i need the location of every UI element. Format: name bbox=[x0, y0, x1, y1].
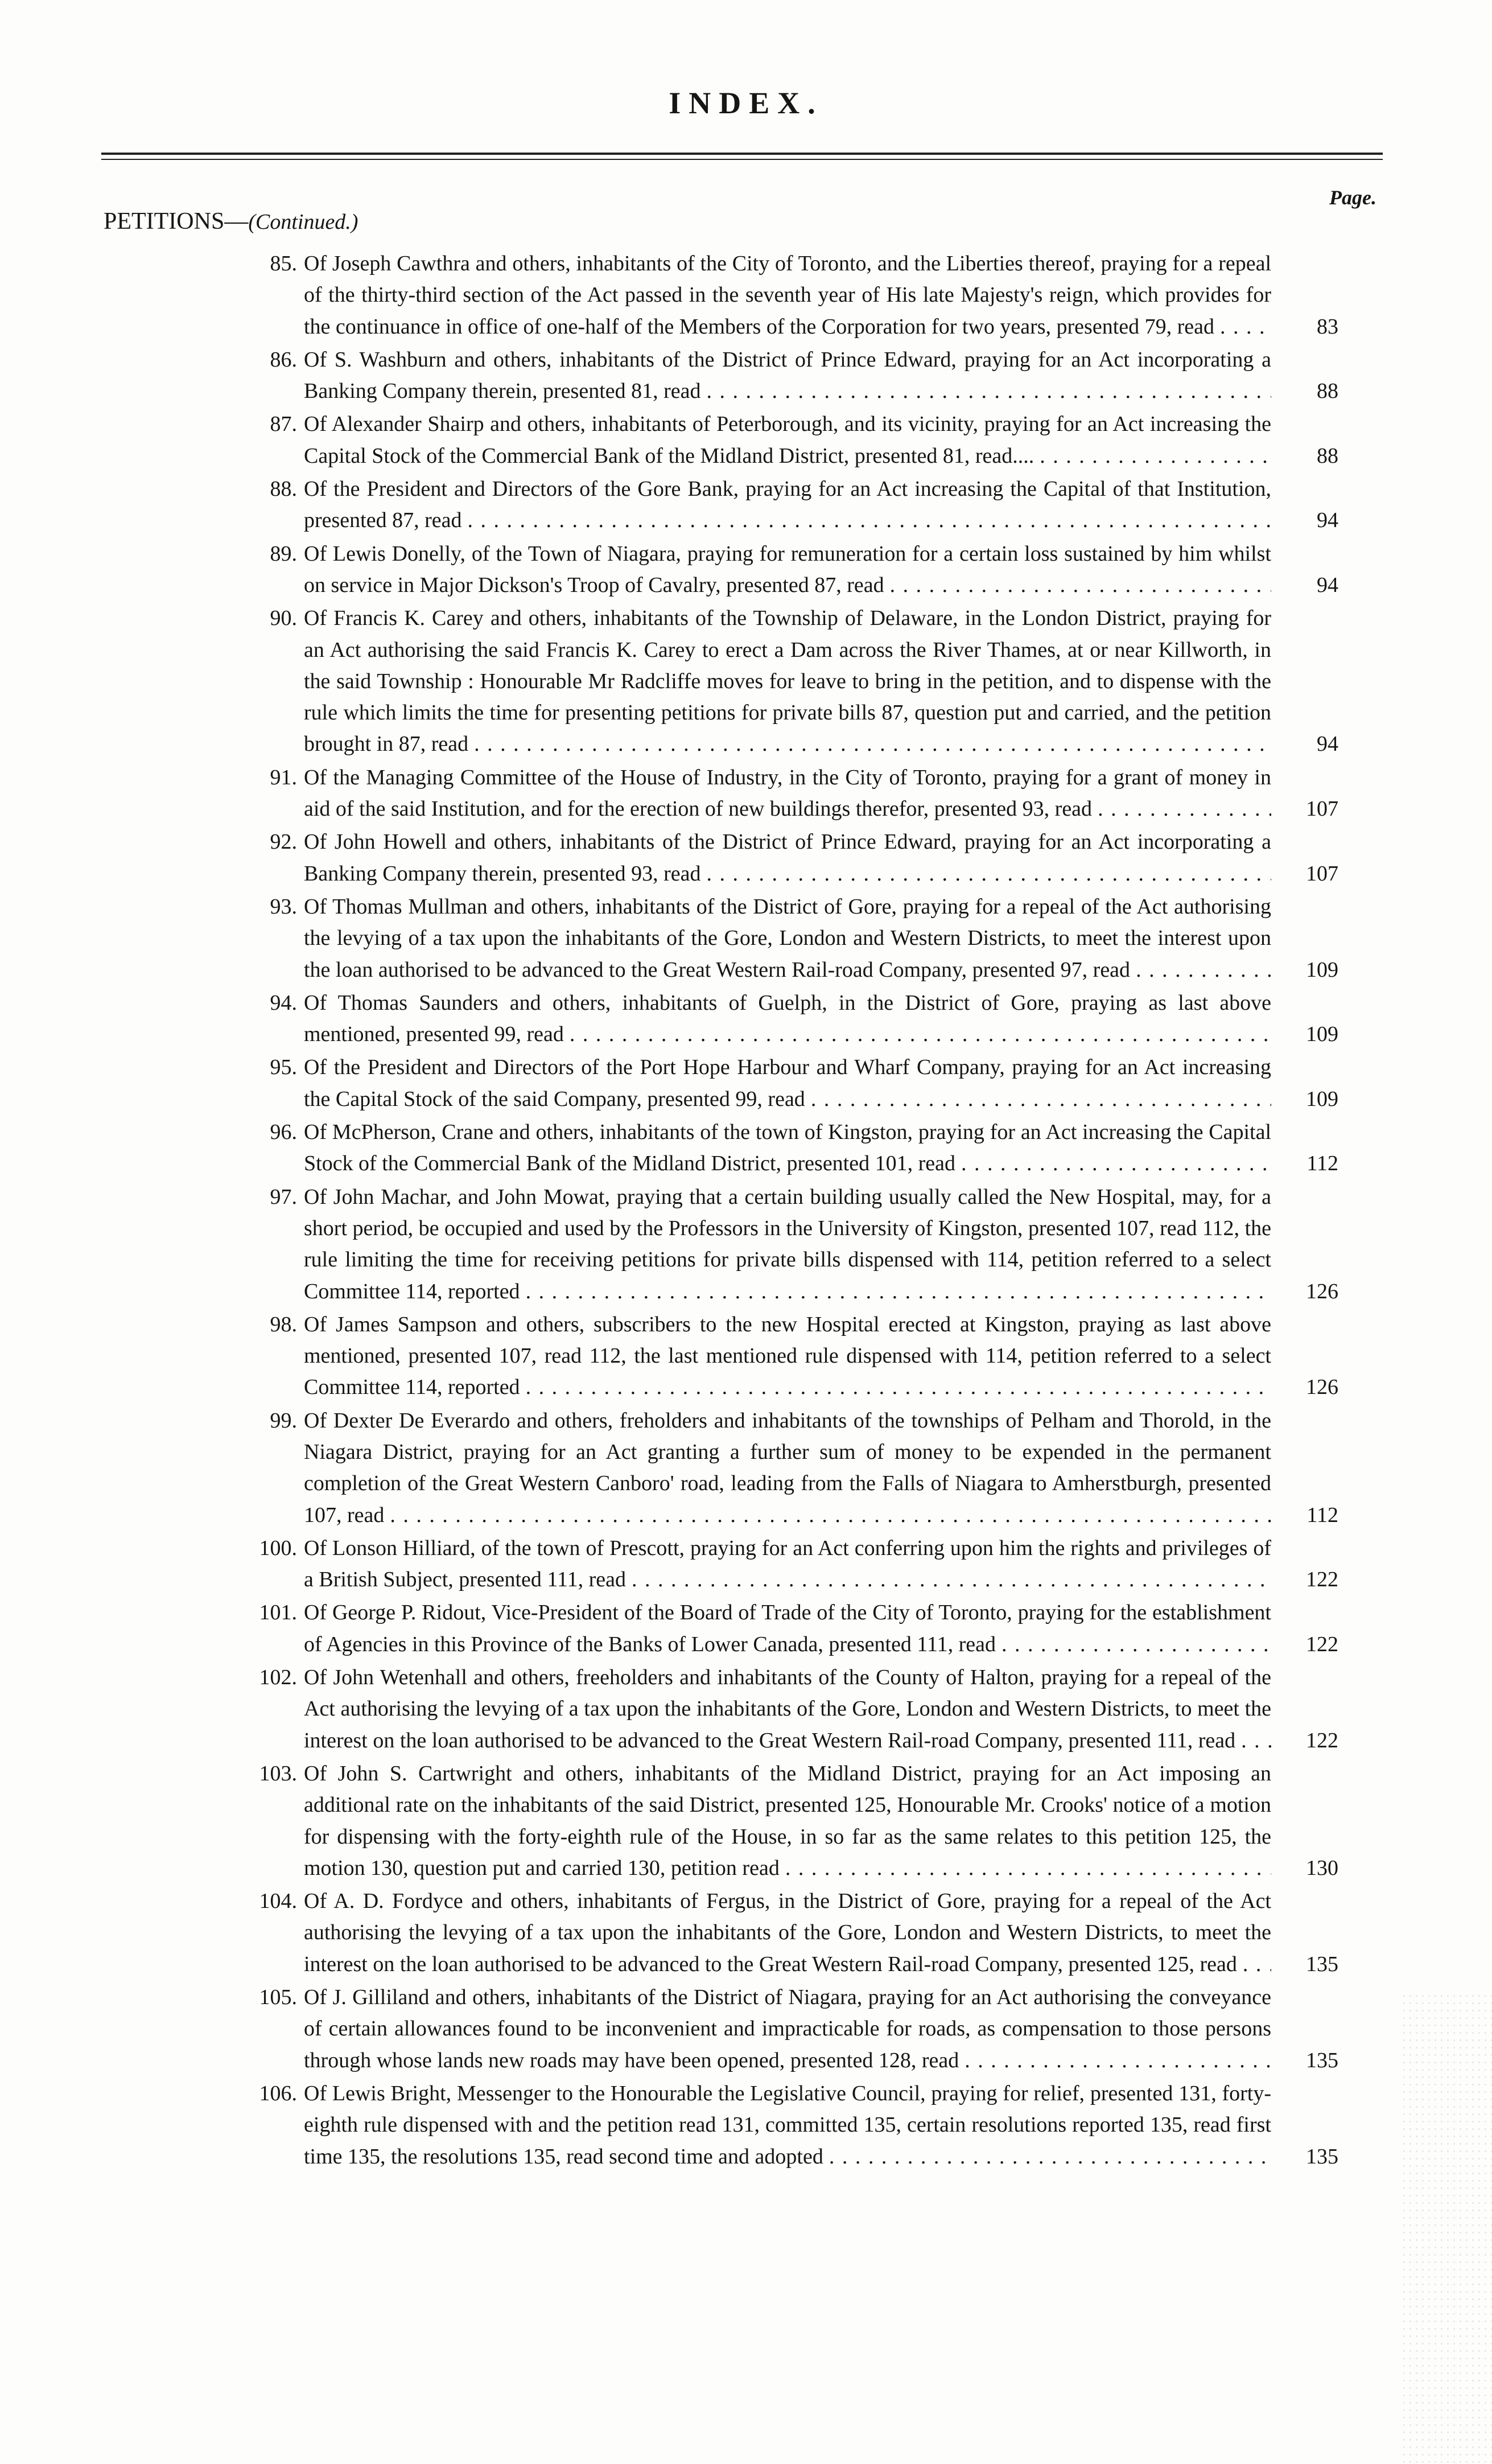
entry-number: 105. bbox=[259, 1985, 297, 2010]
entry-number: 89. bbox=[270, 541, 297, 566]
index-entry bbox=[234, 988, 1338, 1051]
entry-page-number: 88 bbox=[1317, 443, 1338, 468]
paper-speckle bbox=[1401, 1992, 1492, 2464]
entry-text: Of Lewis Donelly, of the Town of Niagara, praying for remuneration for a certain loss sustained by him whilst on service in Major Dickson's Troop of Cavalry, presented 87, read . . . bbox=[304, 538, 1271, 602]
entry-page-number: 109 bbox=[1306, 957, 1338, 982]
index-entries bbox=[234, 248, 1338, 2174]
entry-number: 92. bbox=[270, 830, 297, 854]
entry-page-number: 94 bbox=[1317, 508, 1338, 533]
entry-number: 95. bbox=[270, 1055, 297, 1080]
entry-text: Of John S. Cartwright and others, inhabitants of the Midland District, praying for an Act imposing an additional rate on the inhabitants of the said District, presented 125, Honourable Mr. Crooks' notice of a motion for dispensing with the forty-eighth rule of the House, in so far as the same relates to this petition 125, the motion 130, question put and carried 130, petition read . . . bbox=[304, 1758, 1271, 1884]
entry-text: Of James Sampson and others, subscribers to the new Hospital erected at Kingston, praying as last above mentioned, presented 107, read 112, the last mentioned rule dispensed with 114, petition referred to a select Committee 114, reported . . . bbox=[304, 1309, 1271, 1404]
entry-text: Of S. Washburn and others, inhabitants of the District of Prince Edward, praying for an Act incorporating a Banking Company therein, presented 81, read . . . bbox=[304, 344, 1271, 408]
index-entry bbox=[234, 344, 1338, 408]
section-title: PETITIONS— bbox=[104, 208, 249, 235]
index-entry bbox=[234, 1597, 1338, 1660]
entry-text: Of John Wetenhall and others, freeholders and inhabitants of the County of Halton, praying for a repeal of the Act authorising the levying of a tax upon the inhabitants of the Gore, London and Western Districts, to meet the interest on the loan authorised to be advanced to the Great Western Rail-road Company, presented 111, read . . . bbox=[304, 1662, 1271, 1757]
entry-number: 96. bbox=[270, 1120, 297, 1145]
entry-number: 85. bbox=[270, 252, 297, 275]
entry-number: 101. bbox=[259, 1601, 297, 1625]
entry-number: 86. bbox=[270, 347, 297, 372]
entry-text: Of McPherson, Crane and others, inhabitants of the town of Kingston, praying for an Act increasing the Capital Stock of the Commercial Bank of the Midland District, presented 101, read . . . bbox=[304, 1117, 1271, 1180]
index-entry bbox=[234, 1117, 1338, 1180]
index-entry bbox=[234, 1182, 1338, 1307]
entry-page-number: 109 bbox=[1306, 1022, 1338, 1047]
entry-page-number: 107 bbox=[1306, 797, 1338, 821]
entry-text: Of J. Gilliland and others, inhabitants of the District of Niagara, praying for an Act authorising the conveyance of certain allowances found to be inconvenient and impracticable for roads, as compensation to those persons through whose lands new roads may have been opened, presented 128, read . . . bbox=[304, 1982, 1271, 2076]
entry-number: 97. bbox=[270, 1184, 297, 1209]
entry-text: Of John Machar, and John Mowat, praying that a certain building usually called the New Hospital, may, for a short period, be occupied and used by the Professors in the University of Kingston, presented 107, read 112, the rule limiting the time for receiving petitions for private bills dispensed with 114, petition referred to a select Committee 114, reported . . . bbox=[304, 1182, 1271, 1307]
entry-text: Of Francis K. Carey and others, inhabitants of the Township of Delaware, in the London District, praying for an Act authorising the said Francis K. Carey to erect a Dam across the River Thames, at or near Killworth, in the said Township : Honourable Mr Radcliffe moves for leave to bring in the petition, and to dispense with the rule which limits the time for presenting petitions for private bills 87, question put and carried, and the petition brought in 87, read . . . bbox=[304, 603, 1271, 760]
entry-text: Of the Managing Committee of the House of Industry, in the City of Toronto, praying for a grant of money in aid of the said Institution, and for the erection of new buildings therefor, presented 93, read . . . bbox=[304, 762, 1271, 825]
entry-number: 94. bbox=[270, 990, 297, 1015]
index-entry bbox=[234, 1662, 1338, 1757]
entry-text: Of the President and Directors of the Gore Bank, praying for an Act increasing the Capital of that Institution, presented 87, read . . . bbox=[304, 474, 1271, 537]
entry-page-number: 135 bbox=[1306, 1952, 1338, 1976]
entry-number: 98. bbox=[270, 1312, 297, 1336]
entry-number: 88. bbox=[270, 477, 297, 501]
index-entry bbox=[234, 1982, 1338, 2076]
entry-text: Of Dexter De Everardo and others, freholders and inhabitants of the townships of Pelham and Thorold, in the Niagara District, praying for an Act granting a further sum of money to be expended in the permanent completion of the Great Western Canboro' road, leading from the Falls of Niagara to Amherstburgh, presented 107, read . . . bbox=[304, 1405, 1271, 1531]
page-title: INDEX. bbox=[669, 86, 823, 120]
page-column-label: Page. bbox=[1329, 186, 1376, 209]
entry-page-number: 94 bbox=[1317, 732, 1338, 756]
index-entry bbox=[234, 1052, 1338, 1115]
entry-number: 104. bbox=[259, 1889, 297, 1914]
entry-text: Of Lewis Bright, Messenger to the Honourable the Legislative Council, praying for relief, presented 131, forty-eighth rule dispensed with and the petition read 131, committed 135, certain resolutions reported 135, read first time 135, the resolutions 135, read second time and adopted . . . bbox=[304, 2078, 1271, 2173]
index-entry bbox=[234, 248, 1338, 343]
index-entry bbox=[234, 474, 1338, 537]
entry-page-number: 135 bbox=[1306, 2144, 1338, 2169]
entry-text: Of Alexander Shairp and others, inhabitants of Peterborough, and its vicinity, praying for an Act increasing the Capital Stock of the Commercial Bank of the Midland District, presented 81, read.... . . . bbox=[304, 409, 1271, 472]
index-entry bbox=[234, 2078, 1338, 2173]
index-entry bbox=[234, 762, 1338, 825]
index-entry bbox=[234, 1405, 1338, 1531]
entry-page-number: 135 bbox=[1306, 2048, 1338, 2072]
entry-text: Of Joseph Cawthra and others, inhabitants of the City of Toronto, and the Liberties thereof, praying for a repeal of the thirty-third section of the Act passed in the seventh year of His late Majesty's reign, which provides for the continuance in office of one-half of the Members of the Corporation for two years, presented 79, read . . . bbox=[304, 248, 1271, 343]
index-entry bbox=[234, 1758, 1338, 1884]
entry-page-number: 122 bbox=[1306, 1632, 1338, 1656]
index-entry bbox=[234, 409, 1338, 472]
entry-page-number: 130 bbox=[1306, 1856, 1338, 1880]
entry-number: 87. bbox=[270, 412, 297, 437]
entry-page-number: 83 bbox=[1317, 314, 1338, 339]
index-entry bbox=[234, 603, 1338, 760]
index-entry bbox=[234, 1533, 1338, 1596]
entry-text: Of Thomas Saunders and others, inhabitants of Guelph, in the District of Gore, praying as last above mentioned, presented 99, read . . . bbox=[304, 988, 1271, 1051]
header-rule-thin bbox=[101, 159, 1383, 160]
header-rule-thick bbox=[101, 153, 1383, 155]
entry-text: Of the President and Directors of the Port Hope Harbour and Wharf Company, praying for an Act increasing the Capital Stock of the said Company, presented 99, read . . . bbox=[304, 1052, 1271, 1115]
section-heading bbox=[104, 208, 358, 235]
entry-number: 91. bbox=[270, 765, 297, 789]
index-entry bbox=[234, 1309, 1338, 1404]
index-entry bbox=[234, 826, 1338, 890]
entry-text: Of A. D. Fordyce and others, inhabitants of Fergus, in the District of Gore, praying for a repeal of the Act authorising the levying of a tax upon the inhabitants of the Gore, London and Western Districts, to meet the interest on the loan authorised to be advanced to the Great Western Rail-road Company, presented 125, read . . . bbox=[304, 1886, 1271, 1980]
entry-page-number: 107 bbox=[1306, 861, 1338, 886]
entry-text: Of George P. Ridout, Vice-President of the Board of Trade of the City of Toronto, praying for the establishment of Agencies in this Province of the Banks of Lower Canada, presented 111, read . . . bbox=[304, 1597, 1271, 1660]
entry-number: 103. bbox=[259, 1761, 297, 1786]
entry-page-number: 112 bbox=[1306, 1503, 1338, 1527]
entry-text: Of Thomas Mullman and others, inhabitants of the District of Gore, praying for a repeal of the Act authorising the levying of a tax upon the inhabitants of the Gore, London and Western Districts, to meet the interest upon the loan authorised to be advanced to the Great Western Rail-road Company, presented 97, read . . . bbox=[304, 891, 1271, 986]
entry-number: 106. bbox=[259, 2081, 297, 2105]
entry-page-number: 94 bbox=[1317, 573, 1338, 597]
index-entry bbox=[234, 538, 1338, 602]
entry-number: 99. bbox=[270, 1408, 297, 1433]
entry-page-number: 126 bbox=[1306, 1279, 1338, 1303]
index-entry bbox=[234, 891, 1338, 986]
entry-page-number: 88 bbox=[1317, 379, 1338, 404]
entry-page-number: 126 bbox=[1306, 1375, 1338, 1400]
entry-page-number: 122 bbox=[1306, 1728, 1338, 1753]
entry-page-number: 109 bbox=[1306, 1087, 1338, 1111]
entry-number: 100. bbox=[259, 1536, 297, 1560]
section-continued: (Continued.) bbox=[248, 210, 358, 234]
entry-number: 102. bbox=[259, 1665, 297, 1690]
entry-number: 90. bbox=[270, 606, 297, 631]
entry-text: Of Lonson Hilliard, of the town of Prescott, praying for an Act conferring upon him the rights and privileges of a British Subject, presented 111, read . . . bbox=[304, 1533, 1271, 1596]
entry-number: 93. bbox=[270, 894, 297, 919]
entry-page-number: 122 bbox=[1306, 1568, 1338, 1592]
entry-page-number: 112 bbox=[1306, 1151, 1338, 1176]
index-entry bbox=[234, 1886, 1338, 1980]
entry-text: Of John Howell and others, inhabitants of the District of Prince Edward, praying for an Act incorporating a Banking Company therein, presented 93, read . . . bbox=[304, 826, 1271, 890]
